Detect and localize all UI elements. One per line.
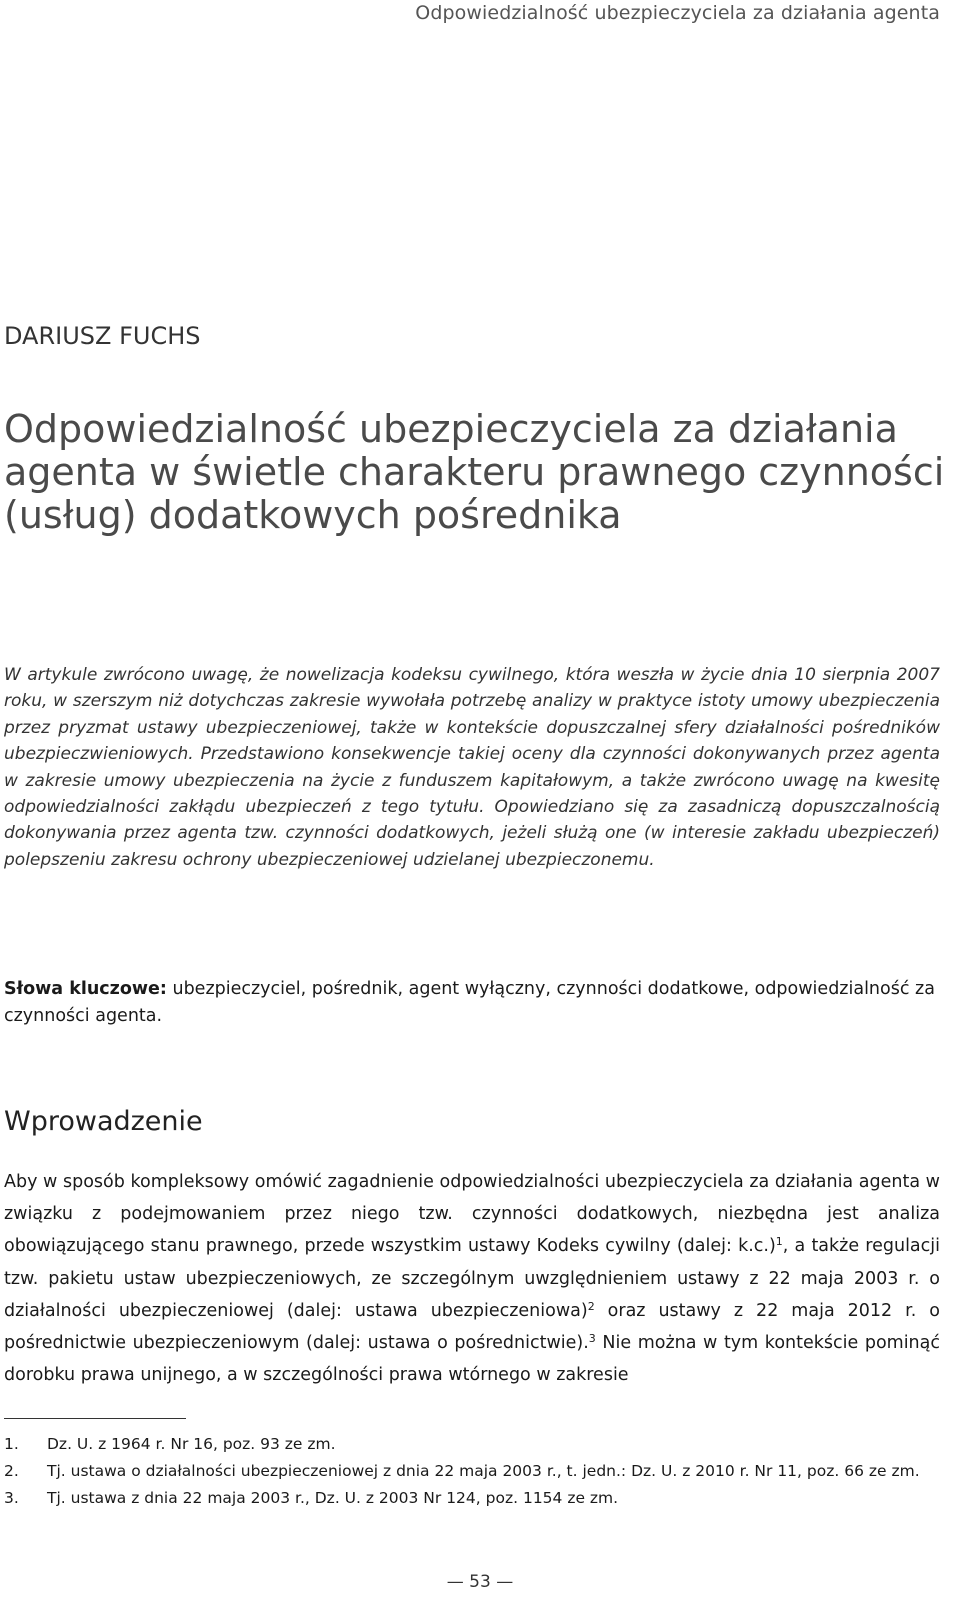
footnote-ref: 2: [587, 1299, 595, 1313]
footnote-item: [4, 1431, 940, 1458]
footnotes: [4, 1431, 940, 1512]
abstract: W artykule zwrócono uwagę, że nowelizacja kodeksu cywilnego, która weszła w życie dnia 10 sierpnia 2007 roku, w szerszym niż dotychczas zakresie wywołała potrzebę analizy w praktyce istoty umowy ubezpieczenia przez pryzmat ustawy ubezpieczeniowej, także w kontekście dopuszczalnej sfery działalności pośredników ubezpieczwieniowych. Przedstawiono konsekwencje takiej oceny dla czynności dokonywanych przez agenta w zakresie umowy ubezpieczenia na życie z funduszem kapitałowym, a także zwrócono uwagę na kwesitę odpowiedzialności zakłądu ubezpieczeń z tego tytułu. Opowiedziano się za zasadniczą dopuszczalnością dokonywania przez agenta tzw. czynności dodatkowych, jeżeli służą one (w interesie zakładu ubezpieczeń) polepszeniu zakresu ochrony ubezpieczeniowej udzielanej ubezpieczonemu.: [4, 665, 940, 870]
article-title: [4, 407, 945, 537]
footnote-number: 1.: [4, 1435, 19, 1453]
footnote-item: [4, 1458, 940, 1485]
title-line: (usług) dodatkowych pośrednika: [4, 493, 622, 537]
author-name: DARIUSZ FUCHS: [4, 322, 201, 350]
footnote-text: Dz. U. z 1964 r. Nr 16, poz. 93 ze zm.: [47, 1435, 336, 1453]
section-heading: Wprowadzenie: [4, 1106, 203, 1137]
keywords-text: ubezpieczyciel, pośrednik, agent wyłączny, czynności dodatkowe, odpowiedzialność za czynności agenta.: [4, 979, 935, 1026]
footnote-number: 3.: [4, 1489, 19, 1507]
footnote-ref: 1: [775, 1235, 783, 1249]
body-text-part: Aby w sposób kompleksowy omówić zagadnienie odpowiedzialności ubezpieczyciela za działania agenta w związku z podejmowaniem przez niego tzw. czynności dodatkowych, niezbędna jest analiza obowiązującego stanu prawnego, przede wszystkim ustawy Kodeks cywilny (dalej: k.c.): [4, 1172, 940, 1257]
footnote-text: Tj. ustawa o działalności ubezpieczeniowej z dnia 22 maja 2003 r., t. jedn.: Dz. U. z 2010 r. Nr 11, poz. 66 ze zm.: [47, 1462, 920, 1480]
body-text-part: oraz ustawy z 22 maja 2012 r. o pośrednictwie ubezpieczeniowym (dalej: ustawa o pośrednictwie).: [4, 1300, 940, 1354]
page-number: — 53 —: [446, 1572, 514, 1592]
footnote-text: Tj. ustawa z dnia 22 maja 2003 r., Dz. U. z 2003 Nr 124, poz. 1154 ze zm.: [47, 1489, 619, 1507]
title-line: Odpowiedzialność ubezpieczyciela za działania: [4, 407, 898, 451]
body-text-part: , a także regulacji tzw. pakietu ustaw ubezpieczeniowych, ze szczególnym uwzględnieniem ustawy z 22 maja 2003 r. o działalności ubezpieczeniowej (dalej: ustawa ubezpieczeniowa): [4, 1236, 940, 1321]
footnote-ref: 3: [588, 1332, 596, 1346]
keywords-label: Słowa kluczowe:: [4, 979, 167, 999]
footnote-item: [4, 1485, 940, 1512]
body-paragraph: [4, 1166, 940, 1391]
body-text-part: Nie można w tym kontekście pominąć dorobku prawa unijnego, a w szczególności prawa wtórnego w zakresie: [4, 1333, 940, 1386]
footnote-number: 2.: [4, 1462, 19, 1480]
running-header: Odpowiedzialność ubezpieczyciela za działania agenta: [415, 2, 940, 24]
keywords: [4, 976, 940, 1030]
footnote-divider: [4, 1418, 186, 1419]
title-line: agenta w świetle charakteru prawnego czynności: [4, 450, 945, 494]
